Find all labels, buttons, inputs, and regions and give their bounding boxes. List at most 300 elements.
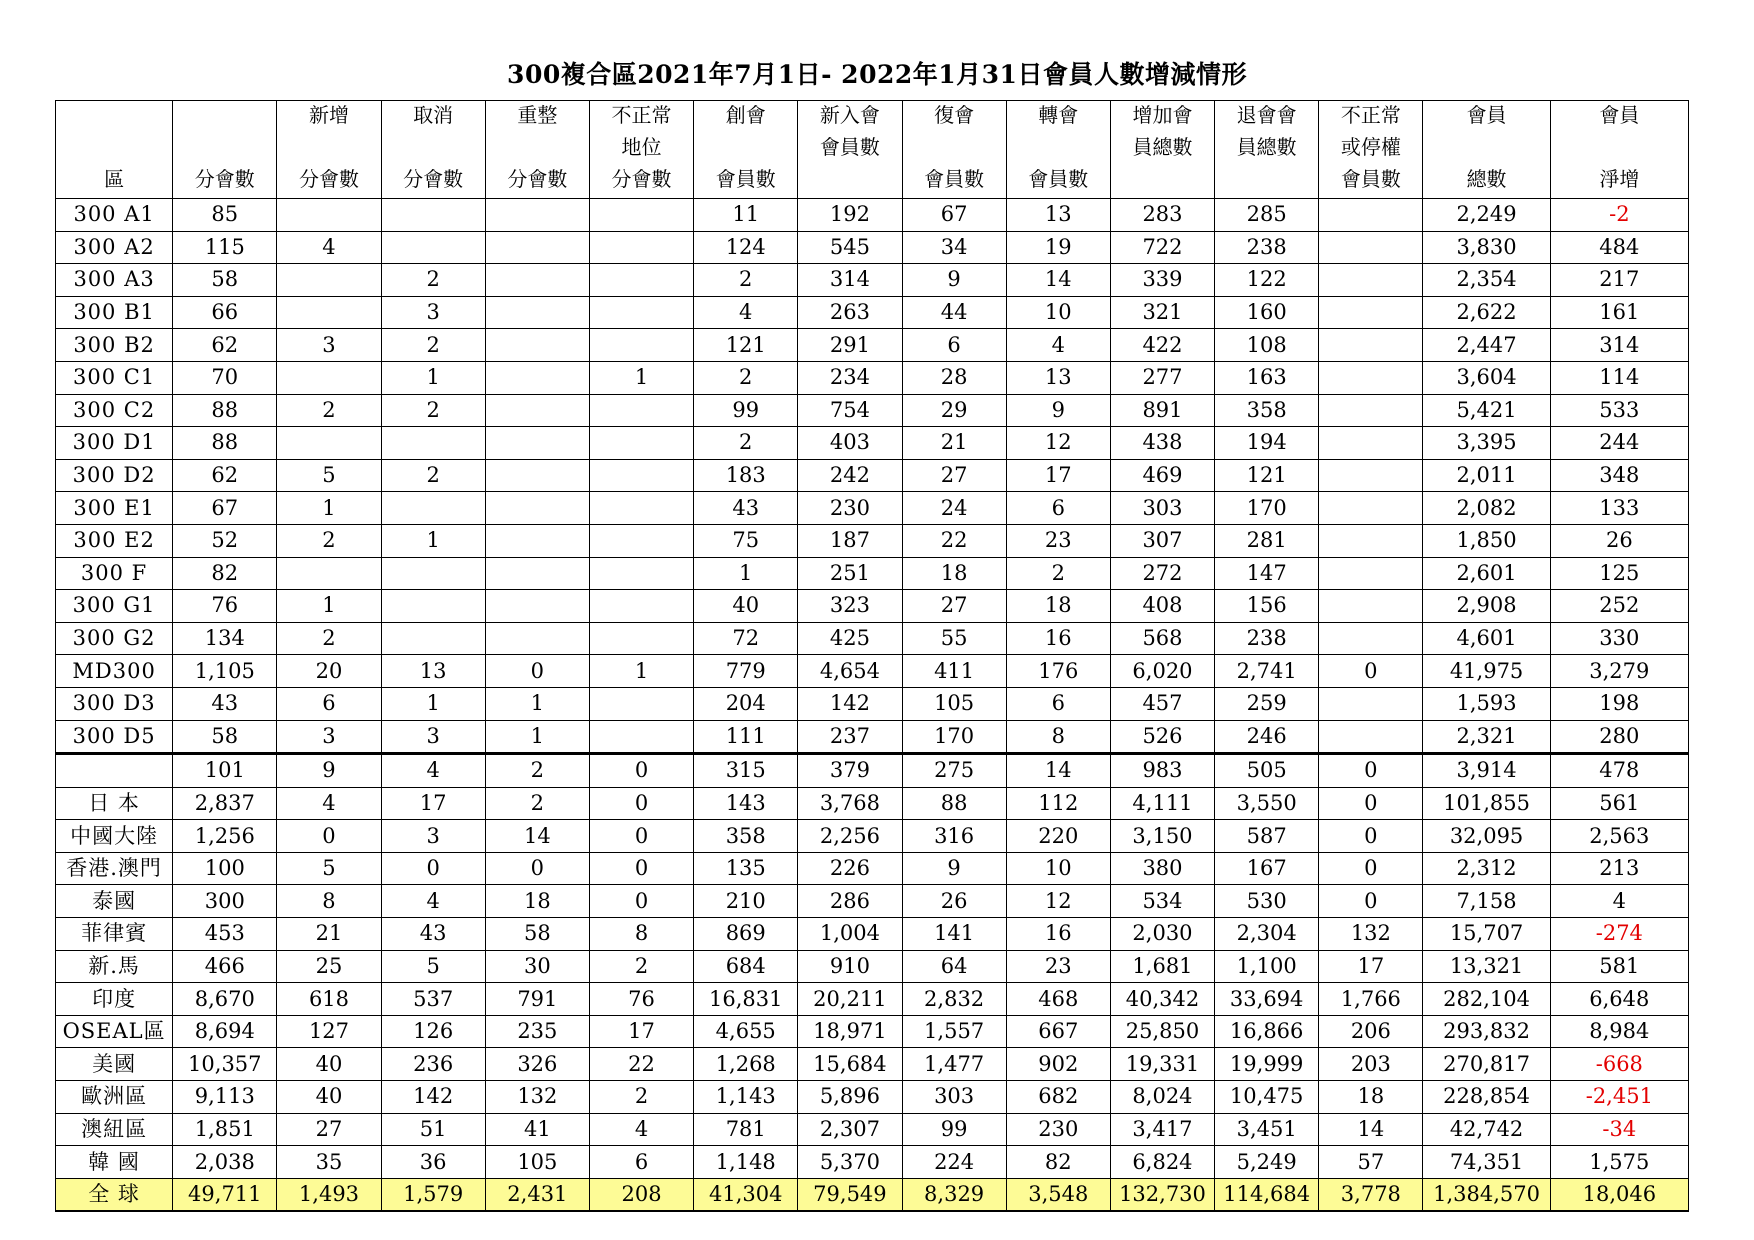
header-cell (485, 101, 589, 199)
value-cell: 19 (1006, 231, 1110, 264)
value-cell: 2,321 (1423, 720, 1550, 754)
region-cell: 300 E2 (56, 524, 173, 557)
value-cell: 469 (1110, 459, 1214, 492)
value-cell: 9 (902, 852, 1006, 885)
value-cell: 204 (694, 687, 798, 720)
value-cell: 176 (1006, 655, 1110, 688)
value-cell: 226 (798, 852, 902, 885)
value-cell: 170 (1215, 492, 1319, 525)
value-cell: 18 (902, 557, 1006, 590)
value-cell: 2,249 (1423, 199, 1550, 232)
value-cell: 1 (277, 590, 381, 623)
table-row (56, 1146, 1689, 1179)
value-cell: 2 (694, 427, 798, 460)
value-cell: 20 (277, 655, 381, 688)
header-cell (56, 101, 173, 199)
value-cell: 3,395 (1423, 427, 1550, 460)
value-cell: -274 (1550, 918, 1688, 951)
value-cell: 0 (1319, 852, 1423, 885)
value-cell: 537 (381, 983, 485, 1016)
region-cell: 300 G2 (56, 622, 173, 655)
value-cell (1319, 557, 1423, 590)
value-cell: 17 (381, 787, 485, 820)
value-cell: 983 (1110, 754, 1214, 788)
value-cell: 0 (1319, 820, 1423, 853)
value-cell (277, 296, 381, 329)
table-row (56, 231, 1689, 264)
value-cell: 3,914 (1423, 754, 1550, 788)
region-cell: 中國大陸 (56, 820, 173, 853)
value-cell: 105 (902, 687, 1006, 720)
header-line: 地位 (621, 135, 662, 159)
value-cell: 167 (1215, 852, 1319, 885)
value-cell: 14 (485, 820, 589, 853)
value-cell: 43 (381, 918, 485, 951)
region-cell: 300 A2 (56, 231, 173, 264)
value-cell: 259 (1215, 687, 1319, 720)
value-cell: 478 (1550, 754, 1688, 788)
table-row (56, 820, 1689, 853)
value-cell: 142 (798, 687, 902, 720)
value-cell: 4,111 (1110, 787, 1214, 820)
value-cell: 27 (277, 1113, 381, 1146)
value-cell (381, 231, 485, 264)
value-cell: 457 (1110, 687, 1214, 720)
value-cell: 114 (1550, 361, 1688, 394)
value-cell: 8 (589, 918, 693, 951)
value-cell: 316 (902, 820, 1006, 853)
region-cell: 泰國 (56, 885, 173, 918)
value-cell: 14 (1006, 264, 1110, 297)
value-cell: 8 (277, 885, 381, 918)
value-cell: 5 (277, 852, 381, 885)
table-row (56, 885, 1689, 918)
value-cell: 330 (1550, 622, 1688, 655)
value-cell: 1,105 (173, 655, 277, 688)
value-cell: 286 (798, 885, 902, 918)
value-cell: 5 (381, 950, 485, 983)
value-cell: 4 (277, 787, 381, 820)
value-cell: 4 (277, 231, 381, 264)
region-cell: 300 C1 (56, 361, 173, 394)
value-cell: 19,331 (1110, 1048, 1214, 1081)
value-cell (485, 199, 589, 232)
value-cell: 62 (173, 459, 277, 492)
value-cell (485, 361, 589, 394)
value-cell: 2,622 (1423, 296, 1550, 329)
header-line: 不正常 (1340, 103, 1401, 127)
value-cell: 4 (1006, 329, 1110, 362)
value-cell (485, 394, 589, 427)
value-cell: 141 (902, 918, 1006, 951)
value-cell: 869 (694, 918, 798, 951)
region-cell: 新.馬 (56, 950, 173, 983)
value-cell: 10,357 (173, 1048, 277, 1081)
region-cell: 300 D1 (56, 427, 173, 460)
value-cell: 52 (173, 524, 277, 557)
value-cell: 238 (1215, 622, 1319, 655)
value-cell: 70 (173, 361, 277, 394)
value-cell: 2 (381, 459, 485, 492)
table-row (56, 1015, 1689, 1048)
value-cell: 466 (173, 950, 277, 983)
value-cell: 0 (485, 852, 589, 885)
header-line: 會員數 (819, 135, 880, 159)
value-cell: 1 (381, 524, 485, 557)
value-cell: 1 (381, 361, 485, 394)
value-cell: 2,038 (173, 1146, 277, 1179)
value-cell: 235 (485, 1015, 589, 1048)
value-cell: 220 (1006, 820, 1110, 853)
value-cell: 6,824 (1110, 1146, 1214, 1179)
value-cell: 64 (902, 950, 1006, 983)
value-cell: 321 (1110, 296, 1214, 329)
value-cell (589, 590, 693, 623)
value-cell: 1,148 (694, 1146, 798, 1179)
value-cell: 121 (1215, 459, 1319, 492)
value-cell (381, 622, 485, 655)
table-row (56, 557, 1689, 590)
value-cell: 3,548 (1006, 1178, 1110, 1211)
value-cell: 234 (798, 361, 902, 394)
header-cell (798, 101, 902, 199)
value-cell: 27 (902, 459, 1006, 492)
header-line: 重整 (517, 103, 558, 127)
total-row (56, 1178, 1689, 1211)
value-cell: 9 (902, 264, 1006, 297)
header-line: 會員 (1466, 103, 1507, 127)
value-cell: 779 (694, 655, 798, 688)
value-cell: 4,655 (694, 1015, 798, 1048)
value-cell: 132 (1319, 918, 1423, 951)
value-cell: 0 (485, 655, 589, 688)
value-cell: 5 (277, 459, 381, 492)
value-cell (589, 687, 693, 720)
value-cell: 44 (902, 296, 1006, 329)
value-cell: 6 (1006, 687, 1110, 720)
region-cell: 300 A1 (56, 199, 173, 232)
value-cell: 142 (381, 1081, 485, 1114)
value-cell: 754 (798, 394, 902, 427)
value-cell (277, 557, 381, 590)
value-cell (1319, 329, 1423, 362)
table-row (56, 852, 1689, 885)
header-line: 會員數 (924, 167, 985, 191)
value-cell: 272 (1110, 557, 1214, 590)
value-cell: 160 (1215, 296, 1319, 329)
value-cell: 156 (1215, 590, 1319, 623)
value-cell: 533 (1550, 394, 1688, 427)
table-row (56, 754, 1689, 788)
header-cell (694, 101, 798, 199)
value-cell: 358 (1215, 394, 1319, 427)
value-cell: 2,354 (1423, 264, 1550, 297)
value-cell: 303 (1110, 492, 1214, 525)
value-cell: 307 (1110, 524, 1214, 557)
value-cell: 379 (798, 754, 902, 788)
value-cell: 132 (485, 1081, 589, 1114)
value-cell: 40 (277, 1048, 381, 1081)
value-cell: 108 (1215, 329, 1319, 362)
value-cell: 13 (1006, 199, 1110, 232)
header-cell (381, 101, 485, 199)
value-cell: 88 (173, 427, 277, 460)
value-cell: 14 (1006, 754, 1110, 788)
value-cell: 13,321 (1423, 950, 1550, 983)
value-cell: 5,896 (798, 1081, 902, 1114)
region-cell: 300 B1 (56, 296, 173, 329)
value-cell: 88 (902, 787, 1006, 820)
value-cell: 1,477 (902, 1048, 1006, 1081)
value-cell (589, 296, 693, 329)
value-cell: 568 (1110, 622, 1214, 655)
region-cell: 300 C2 (56, 394, 173, 427)
value-cell: 76 (589, 983, 693, 1016)
value-cell: 15,707 (1423, 918, 1550, 951)
value-cell: 283 (1110, 199, 1214, 232)
table-row (56, 264, 1689, 297)
value-cell: 791 (485, 983, 589, 1016)
value-cell: 67 (902, 199, 1006, 232)
value-cell: 2,082 (1423, 492, 1550, 525)
value-cell: 30 (485, 950, 589, 983)
value-cell: 74,351 (1423, 1146, 1550, 1179)
value-cell: 18,971 (798, 1015, 902, 1048)
table-row (56, 983, 1689, 1016)
value-cell: 8,329 (902, 1178, 1006, 1211)
header-line: 復會 (934, 103, 975, 127)
value-cell: 8,670 (173, 983, 277, 1016)
value-cell: 339 (1110, 264, 1214, 297)
value-cell (277, 199, 381, 232)
value-cell: 3,150 (1110, 820, 1214, 853)
value-cell: 58 (173, 720, 277, 754)
value-cell: 4,601 (1423, 622, 1550, 655)
value-cell: 314 (1550, 329, 1688, 362)
header-cell (902, 101, 1006, 199)
value-cell: 114,684 (1215, 1178, 1319, 1211)
value-cell: 76 (173, 590, 277, 623)
value-cell: 224 (902, 1146, 1006, 1179)
header-cell (1215, 101, 1319, 199)
value-cell: 684 (694, 950, 798, 983)
region-cell: 香港.澳門 (56, 852, 173, 885)
region-cell: 印度 (56, 983, 173, 1016)
value-cell: 561 (1550, 787, 1688, 820)
header-line: 區 (104, 167, 125, 191)
value-cell: 0 (1319, 655, 1423, 688)
value-cell: 403 (798, 427, 902, 460)
value-cell: 438 (1110, 427, 1214, 460)
value-cell: 4 (589, 1113, 693, 1146)
value-cell: 526 (1110, 720, 1214, 754)
region-cell: 300 D5 (56, 720, 173, 754)
value-cell: 122 (1215, 264, 1319, 297)
value-cell: 33,694 (1215, 983, 1319, 1016)
value-cell: 2,431 (485, 1178, 589, 1211)
value-cell: 4 (381, 885, 485, 918)
value-cell: 2 (277, 524, 381, 557)
value-cell: 132,730 (1110, 1178, 1214, 1211)
value-cell: 3,778 (1319, 1178, 1423, 1211)
value-cell (589, 199, 693, 232)
value-cell: 2,837 (173, 787, 277, 820)
header-line: 增加會 (1132, 103, 1193, 127)
header-line: 分會數 (507, 167, 568, 191)
value-cell: 293,832 (1423, 1015, 1550, 1048)
value-cell: 101,855 (1423, 787, 1550, 820)
region-cell: OSEAL區 (56, 1015, 173, 1048)
value-cell: 348 (1550, 459, 1688, 492)
value-cell: 5,421 (1423, 394, 1550, 427)
table-row (56, 459, 1689, 492)
region-cell: 日 本 (56, 787, 173, 820)
header-cell (1423, 101, 1550, 199)
value-cell: 3 (277, 720, 381, 754)
value-cell: 6 (589, 1146, 693, 1179)
header-line: 總數 (1466, 167, 1507, 191)
value-cell: 425 (798, 622, 902, 655)
value-cell: 0 (589, 852, 693, 885)
value-cell: 183 (694, 459, 798, 492)
value-cell: 25,850 (1110, 1015, 1214, 1048)
region-cell (56, 754, 173, 788)
value-cell: 484 (1550, 231, 1688, 264)
value-cell: 10 (1006, 852, 1110, 885)
value-cell (1319, 296, 1423, 329)
region-cell: 300 G1 (56, 590, 173, 623)
value-cell: 51 (381, 1113, 485, 1146)
value-cell: 1,681 (1110, 950, 1214, 983)
value-cell: 1,493 (277, 1178, 381, 1211)
table-row (56, 622, 1689, 655)
value-cell: 17 (1006, 459, 1110, 492)
value-cell: 41,975 (1423, 655, 1550, 688)
value-cell (589, 720, 693, 754)
value-cell: -2,451 (1550, 1081, 1688, 1114)
table-row (56, 329, 1689, 362)
value-cell: 115 (173, 231, 277, 264)
value-cell: 66 (173, 296, 277, 329)
value-cell: 667 (1006, 1015, 1110, 1048)
value-cell: 16 (1006, 918, 1110, 951)
value-cell: 323 (798, 590, 902, 623)
value-cell: 1,579 (381, 1178, 485, 1211)
value-cell: 36 (381, 1146, 485, 1179)
value-cell: 285 (1215, 199, 1319, 232)
value-cell (589, 427, 693, 460)
value-cell: 8,694 (173, 1015, 277, 1048)
value-cell (485, 264, 589, 297)
header-line: 會員數 (715, 167, 776, 191)
value-cell: 16,831 (694, 983, 798, 1016)
value-cell: 2,908 (1423, 590, 1550, 623)
value-cell: 22 (589, 1048, 693, 1081)
value-cell: 2,832 (902, 983, 1006, 1016)
value-cell: 1 (277, 492, 381, 525)
value-cell: 58 (173, 264, 277, 297)
value-cell: 49,711 (173, 1178, 277, 1211)
value-cell: 2,601 (1423, 557, 1550, 590)
header-line: 員總數 (1236, 135, 1297, 159)
value-cell: 79,549 (798, 1178, 902, 1211)
value-cell (485, 459, 589, 492)
table-row (56, 492, 1689, 525)
value-cell: 5,249 (1215, 1146, 1319, 1179)
value-cell (589, 492, 693, 525)
value-cell: 1 (485, 687, 589, 720)
header-line: 退會會 (1236, 103, 1297, 127)
value-cell (277, 264, 381, 297)
value-cell (589, 264, 693, 297)
value-cell: 21 (902, 427, 1006, 460)
value-cell (485, 329, 589, 362)
value-cell: 24 (902, 492, 1006, 525)
value-cell: 11 (694, 199, 798, 232)
value-cell: 242 (798, 459, 902, 492)
value-cell: 147 (1215, 557, 1319, 590)
value-cell: 15,684 (798, 1048, 902, 1081)
value-cell: 18 (1319, 1081, 1423, 1114)
value-cell: 1 (589, 361, 693, 394)
value-cell: 3,451 (1215, 1113, 1319, 1146)
value-cell: 282,104 (1423, 983, 1550, 1016)
value-cell (589, 622, 693, 655)
value-cell: 67 (173, 492, 277, 525)
value-cell: 910 (798, 950, 902, 983)
value-cell: 314 (798, 264, 902, 297)
table-row (56, 1113, 1689, 1146)
value-cell (589, 329, 693, 362)
value-cell: 18 (485, 885, 589, 918)
value-cell: 1 (381, 687, 485, 720)
region-cell: 全 球 (56, 1178, 173, 1211)
value-cell: 6,020 (1110, 655, 1214, 688)
value-cell: 4 (694, 296, 798, 329)
value-cell: 1,851 (173, 1113, 277, 1146)
value-cell: 1,575 (1550, 1146, 1688, 1179)
header-cell (1319, 101, 1423, 199)
value-cell: 133 (1550, 492, 1688, 525)
value-cell: 58 (485, 918, 589, 951)
page-title: 300複合區2021年7月1日- 2022年1月31日會員人數增減情形 (507, 60, 1247, 89)
value-cell: 82 (173, 557, 277, 590)
value-cell: 12 (1006, 427, 1110, 460)
value-cell: 2,563 (1550, 820, 1688, 853)
value-cell: 124 (694, 231, 798, 264)
value-cell: 134 (173, 622, 277, 655)
value-cell: 55 (902, 622, 1006, 655)
value-cell: 244 (1550, 427, 1688, 460)
value-cell: 192 (798, 199, 902, 232)
value-cell (485, 296, 589, 329)
value-cell: 1,256 (173, 820, 277, 853)
value-cell: 2 (485, 787, 589, 820)
header-line: 員總數 (1132, 135, 1193, 159)
value-cell: 6 (277, 687, 381, 720)
value-cell: 326 (485, 1048, 589, 1081)
value-cell: 1 (485, 720, 589, 754)
value-cell: 112 (1006, 787, 1110, 820)
header-cell (1006, 101, 1110, 199)
region-cell: 300 E1 (56, 492, 173, 525)
value-cell (381, 199, 485, 232)
value-cell (1319, 524, 1423, 557)
value-cell: 43 (173, 687, 277, 720)
value-cell: 29 (902, 394, 1006, 427)
value-cell: 2,256 (798, 820, 902, 853)
value-cell (589, 459, 693, 492)
